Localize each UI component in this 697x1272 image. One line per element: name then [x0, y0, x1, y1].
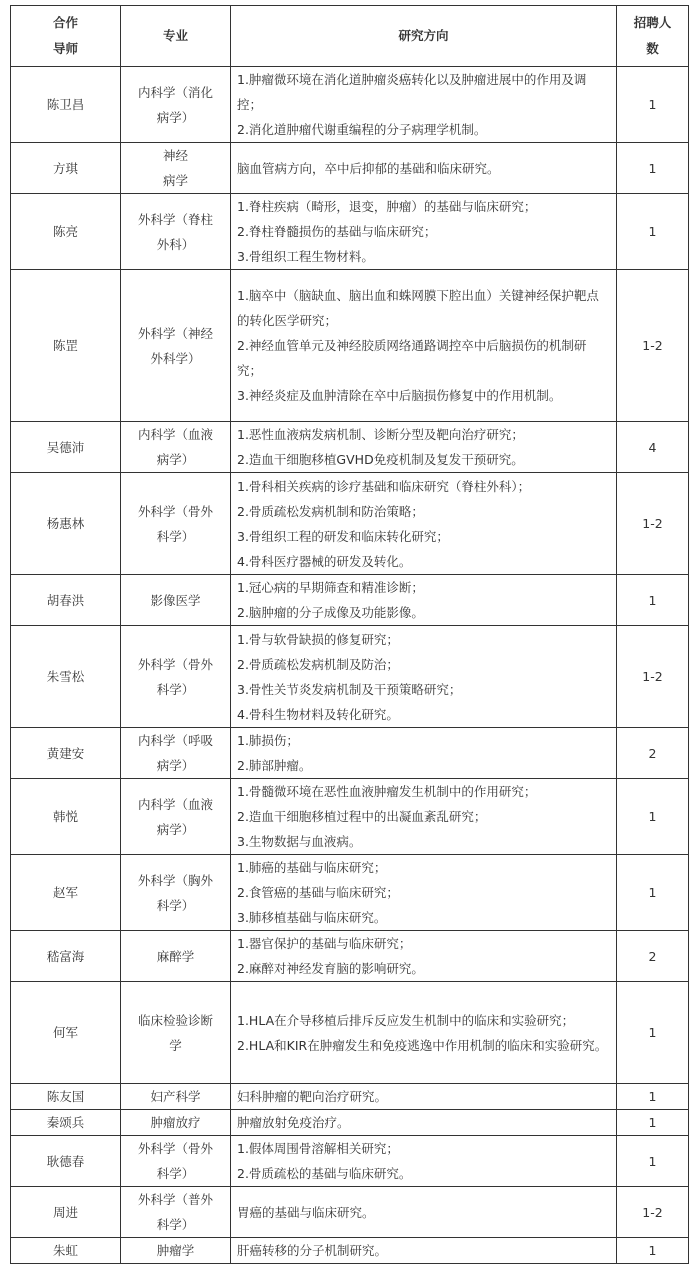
major-text: 妇产科学: [150, 1089, 201, 1104]
text-line: 科学）: [156, 528, 195, 544]
tutor-name: 陈友国: [11, 1084, 121, 1110]
text-line: 病学）: [156, 109, 195, 125]
research-direction-item: 2.肺部肿瘤。: [237, 758, 312, 773]
table-row: [11, 67, 689, 143]
table-row: [11, 422, 689, 473]
tutor-name: 杨惠林: [11, 473, 121, 575]
research-direction-item: 2.神经血管单元及神经胶质网络通路调控卒中后脑损伤的机制研究；: [237, 338, 587, 378]
research-direction-item: 2.消化道肿瘤代谢重编程的分子病理学机制。: [237, 122, 487, 137]
research-direction-cell: [231, 779, 617, 855]
recruit-count: 1-2: [617, 473, 689, 575]
header-tutor: [11, 6, 121, 67]
tutor-name: 朱雪松: [11, 626, 121, 728]
major-text: 肿瘤放疗: [150, 1115, 201, 1130]
table-row: [11, 1136, 689, 1187]
research-direction-cell: [231, 855, 617, 931]
table-row: [11, 575, 689, 626]
major-cell: [121, 194, 231, 270]
research-direction-item: 妇科肿瘤的靶向治疗研究。: [237, 1089, 388, 1104]
research-direction-item: 1.骨髓微环境在恶性血液肿瘤发生机制中的作用研究；: [237, 784, 537, 799]
text-line: 科学）: [156, 1217, 195, 1232]
header-major: 专业: [121, 6, 231, 67]
research-direction-item: 3.骨组织工程的研发和临床转化研究；: [237, 528, 449, 544]
table-row: [11, 728, 689, 779]
research-direction-cell: [231, 422, 617, 473]
major-text: [127, 728, 224, 778]
text-line: 外科学（胸外: [137, 872, 213, 888]
tutor-name: 陈卫昌: [11, 67, 121, 143]
major-cell: [121, 143, 231, 194]
research-direction-item: 3.肺移植基础与临床研究。: [237, 910, 387, 925]
research-direction-item: 4.骨科生物材料及转化研究。: [237, 706, 399, 722]
research-direction-item: 2.造血干细胞移植GVHD免疫机制及复发干预研究。: [237, 452, 524, 467]
major-text: [127, 422, 224, 472]
recruit-count: 1: [617, 779, 689, 855]
research-direction-item: 2.脊柱脊髓损伤的基础与临床研究；: [237, 224, 437, 239]
text-line: 外科学（脊柱: [137, 211, 213, 227]
research-direction-cell: [231, 931, 617, 982]
research-direction-cell: [231, 1084, 617, 1110]
text-line: 病学: [162, 173, 188, 188]
text-line: 科学）: [156, 897, 195, 913]
text-line: 科学）: [156, 1166, 195, 1181]
research-direction-item: 1.肺损伤；: [237, 733, 299, 748]
research-direction-item: 1.骨科相关疾病的诊疗基础和临床研究（脊柱外科）；: [237, 478, 531, 494]
research-direction-cell: [231, 575, 617, 626]
research-direction-cell: [231, 1187, 617, 1238]
research-direction-item: 肝癌转移的分子机制研究。: [237, 1243, 388, 1258]
text-line: 外科）: [156, 236, 195, 252]
major-text: [127, 652, 224, 702]
research-direction-cell: [231, 473, 617, 575]
table-row: [11, 270, 689, 422]
research-direction-cell: [231, 143, 617, 194]
table-row: [11, 1110, 689, 1136]
recruit-count: 4: [617, 422, 689, 473]
tutor-name: 陈亮: [11, 194, 121, 270]
table-row: [11, 143, 689, 194]
table-row: [11, 473, 689, 575]
research-direction-item: 2.骨质疏松发病机制及防治；: [237, 656, 399, 672]
text-line: 外科学（骨外: [137, 503, 213, 519]
recruit-count: 1: [617, 143, 689, 194]
text-line: 招聘人: [633, 15, 672, 30]
major-cell: [121, 779, 231, 855]
research-direction-cell: [231, 1110, 617, 1136]
major-text: [127, 321, 224, 371]
research-direction-item: 2.骨质疏松发病机制和防治策略；: [237, 503, 424, 519]
recruit-count: 1-2: [617, 270, 689, 422]
research-direction-item: 1.冠心病的早期筛查和精准诊断；: [237, 580, 424, 595]
research-direction-cell: [231, 67, 617, 143]
header-count-label: [623, 10, 682, 62]
text-line: 外科学（普外: [137, 1192, 213, 1207]
research-direction-item: 2.麻醉对神经发育脑的影响研究。: [237, 961, 424, 976]
header-row: [11, 6, 689, 67]
table-row: [11, 1187, 689, 1238]
tutor-name: 赵军: [11, 855, 121, 931]
research-direction-item: 1.假体周围骨溶解相关研究；: [237, 1141, 399, 1156]
table-row: [11, 1238, 689, 1264]
header-direction: 研究方向: [231, 6, 617, 67]
major-text: 影像医学: [150, 592, 201, 608]
major-text: 麻醉学: [156, 948, 195, 964]
major-cell: [121, 473, 231, 575]
research-direction-item: 3.骨组织工程生物材料。: [237, 249, 374, 264]
text-line: 合作: [52, 15, 78, 30]
text-line: 神经: [162, 148, 188, 163]
text-line: 外科学（神经: [137, 325, 213, 341]
major-text: [127, 868, 224, 918]
tutor-name: 秦颂兵: [11, 1110, 121, 1136]
research-direction-item: 2.造血干细胞移植过程中的出凝血紊乱研究；: [237, 809, 487, 824]
research-direction-cell: [231, 270, 617, 422]
tutor-name: 陈罡: [11, 270, 121, 422]
major-cell: [121, 575, 231, 626]
table-row: [11, 855, 689, 931]
tutor-name: 吴德沛: [11, 422, 121, 473]
tutor-name: 韩悦: [11, 779, 121, 855]
major-text: [127, 80, 224, 130]
text-line: 外科学（骨外: [137, 656, 213, 672]
recruit-count: 1: [617, 67, 689, 143]
header-count: [617, 6, 689, 67]
major-cell: [121, 982, 231, 1084]
text-line: 病学）: [156, 821, 195, 837]
research-direction-cell: [231, 194, 617, 270]
recruit-count: 1: [617, 575, 689, 626]
table-row: [11, 779, 689, 855]
research-direction-item: 脑血管病方向，卒中后抑郁的基础和临床研究。: [237, 160, 500, 176]
recruit-count: 1: [617, 855, 689, 931]
research-direction-item: 2.HLA和KIR在肿瘤发生和免疫逃逸中作用机制的临床和实验研究。: [237, 1037, 608, 1053]
research-direction-item: 1.HLA在介导移植后排斥反应发生机制中的临床和实验研究；: [237, 1012, 575, 1028]
tutor-name: 何军: [11, 982, 121, 1084]
major-cell: [121, 1084, 231, 1110]
research-direction-item: 1.脊柱疾病（畸形，退变，肿瘤）的基础与临床研究；: [237, 199, 537, 214]
recruit-count: 1-2: [617, 1187, 689, 1238]
major-cell: [121, 270, 231, 422]
research-direction-item: 1.肺癌的基础与临床研究；: [237, 860, 387, 875]
major-text: [127, 1187, 224, 1237]
research-direction-cell: [231, 1136, 617, 1187]
major-cell: [121, 855, 231, 931]
tutor-name: 黄建安: [11, 728, 121, 779]
research-direction-item: 1.肿瘤微环境在消化道肿瘤炎癌转化以及肿瘤进展中的作用及调控；: [237, 72, 587, 112]
research-direction-cell: [231, 1238, 617, 1264]
tutor-name: 胡春洪: [11, 575, 121, 626]
major-cell: [121, 1110, 231, 1136]
recruit-count: 1: [617, 194, 689, 270]
recruit-count: 2: [617, 931, 689, 982]
major-cell: [121, 931, 231, 982]
table-row: [11, 931, 689, 982]
recruit-count: 1: [617, 1136, 689, 1187]
research-direction-item: 3.神经炎症及血肿清除在卒中后脑损伤修复中的作用机制。: [237, 388, 562, 403]
major-text: 肿瘤学: [156, 1243, 195, 1258]
table-row: [11, 1084, 689, 1110]
recruit-count: 1: [617, 1110, 689, 1136]
major-text: [127, 499, 224, 549]
text-line: 内科学（血液: [137, 796, 213, 812]
recruit-count: 2: [617, 728, 689, 779]
text-line: 数: [646, 41, 659, 56]
text-line: 外科学）: [150, 350, 201, 366]
research-direction-cell: [231, 982, 617, 1084]
text-line: 病学）: [156, 758, 195, 773]
research-direction-item: 1.恶性血液病发病机制、诊断分型及靶向治疗研究；: [237, 427, 524, 442]
header-tutor-label: [17, 10, 114, 62]
major-text: [127, 143, 224, 193]
text-line: 导师: [52, 41, 78, 56]
major-cell: [121, 67, 231, 143]
research-direction-item: 胃癌的基础与临床研究。: [237, 1204, 375, 1220]
major-cell: [121, 1187, 231, 1238]
tutor-name: 嵇富海: [11, 931, 121, 982]
research-direction-item: 1.骨与软骨缺损的修复研究；: [237, 631, 399, 647]
tutor-name: 周进: [11, 1187, 121, 1238]
recruitment-table: [10, 5, 689, 1264]
research-direction-item: 肿瘤放射免疫治疗。: [237, 1115, 350, 1130]
major-cell: [121, 626, 231, 728]
research-direction-item: 3.骨性关节炎发病机制及干预策略研究；: [237, 681, 462, 697]
major-cell: [121, 728, 231, 779]
text-line: 科学）: [156, 681, 195, 697]
research-direction-item: 2.食管癌的基础与临床研究；: [237, 885, 399, 900]
research-direction-item: 1.器官保护的基础与临床研究；: [237, 936, 412, 951]
major-text: [127, 792, 224, 842]
recruit-count: 1: [617, 1238, 689, 1264]
tutor-name: 耿德春: [11, 1136, 121, 1187]
major-cell: [121, 1238, 231, 1264]
recruit-count: 1-2: [617, 626, 689, 728]
table-row: [11, 626, 689, 728]
table-body: [11, 67, 689, 1264]
research-direction-item: 3.生物数据与血液病。: [237, 834, 362, 849]
text-line: 外科学（骨外: [137, 1141, 213, 1156]
text-line: 学: [169, 1037, 182, 1053]
text-line: 临床检验诊断: [137, 1012, 213, 1028]
research-direction-item: 2.骨质疏松的基础与临床研究。: [237, 1166, 412, 1181]
table-row: [11, 194, 689, 270]
major-cell: [121, 1136, 231, 1187]
major-cell: [121, 422, 231, 473]
major-text: [127, 1136, 224, 1186]
tutor-name: 朱虹: [11, 1238, 121, 1264]
text-line: 内科学（血液: [137, 427, 213, 442]
tutor-name: 方琪: [11, 143, 121, 194]
research-direction-item: 1.脑卒中（脑缺血、脑出血和蛛网膜下腔出血）关键神经保护靶点的转化医学研究；: [237, 288, 599, 328]
research-direction-cell: [231, 626, 617, 728]
text-line: 内科学（呼吸: [137, 733, 213, 748]
recruit-count: 1: [617, 1084, 689, 1110]
research-direction-item: 4.骨科医疗器械的研发及转化。: [237, 553, 412, 569]
major-text: [127, 1008, 224, 1058]
research-direction-cell: [231, 728, 617, 779]
table-row: [11, 982, 689, 1084]
research-direction-item: 2.脑肿瘤的分子成像及功能影像。: [237, 605, 424, 620]
text-line: 内科学（消化: [137, 84, 213, 100]
major-text: [127, 207, 224, 257]
recruit-count: 1: [617, 982, 689, 1084]
text-line: 病学）: [156, 452, 195, 467]
